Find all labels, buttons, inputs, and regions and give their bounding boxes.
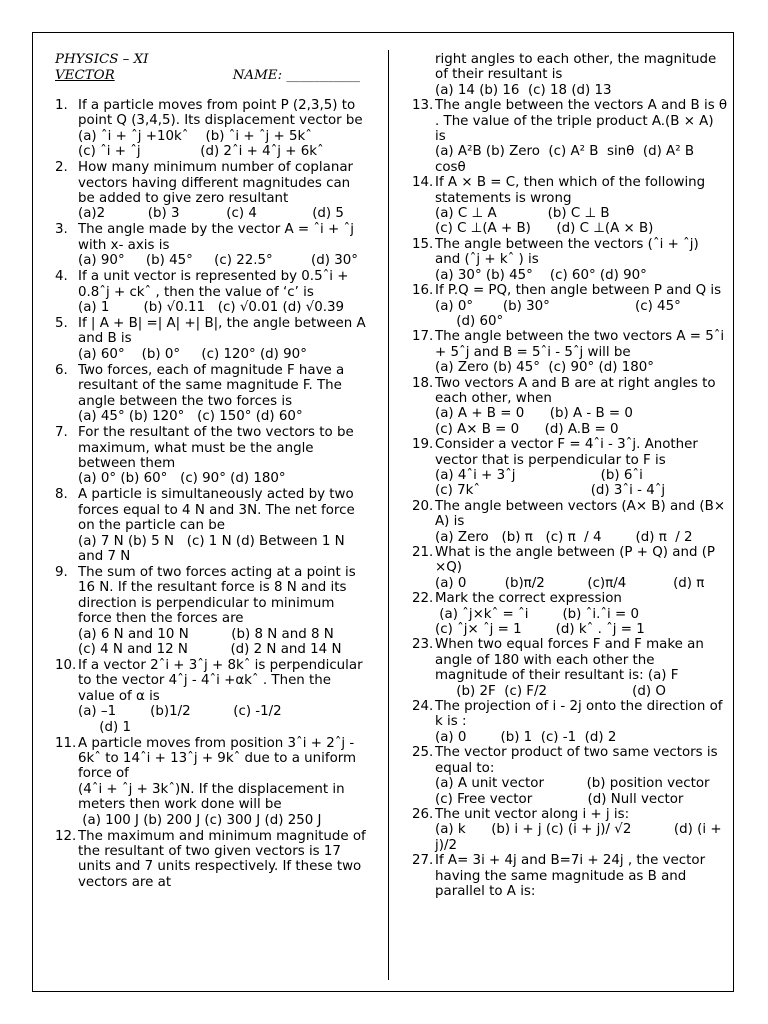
question-number: 1. bbox=[55, 98, 68, 113]
answer-options: (a) 0° (b) 30° (c) 45° bbox=[435, 298, 681, 314]
question-text: If a unit vector is represented by 0.5ˆi + 0.8ˆj + ckˆ , then the value of ‘c’ is bbox=[78, 269, 349, 300]
question-number: 15. bbox=[412, 236, 434, 252]
question-text: Two forces, each of magnitude F have a resultant of the same magnitude F. The angle between the two forces is bbox=[78, 362, 345, 409]
question-text: If a particle moves from point P (2,3,5) to point Q (3,4,5). Its displacement vector be bbox=[78, 98, 363, 129]
question-item bbox=[412, 637, 728, 699]
question-item bbox=[55, 269, 367, 315]
question-text: The angle between the vectors (ˆi + ˆj) and (ˆj + kˆ ) is bbox=[435, 236, 699, 268]
question-text: The projection of i - 2j onto the direction of k is : bbox=[435, 699, 723, 730]
question-text: A particle is simultaneously acted by two forces equal to 4 N and 3N. The net force on the particle can be bbox=[78, 487, 355, 534]
question-item bbox=[412, 376, 728, 438]
question-number: 17. bbox=[412, 329, 434, 345]
question-text: The unit vector along i + j is: bbox=[435, 806, 630, 822]
question-item bbox=[412, 807, 728, 853]
question-list-right bbox=[412, 52, 728, 899]
question-body bbox=[435, 807, 728, 853]
question-body bbox=[435, 98, 728, 175]
question-body bbox=[435, 591, 728, 637]
answer-options: (b) 2F (c) F/2 (d) O bbox=[435, 683, 666, 699]
answer-options: (a) 1 (b) √0.11 (c) √0.01 (d) √0.39 bbox=[78, 300, 345, 316]
question-text: If P.Q = PQ, then angle between P and Q is bbox=[435, 283, 722, 299]
question-body bbox=[435, 175, 728, 237]
question-text: The maximum and minimum magnitude of the resultant of two given vectors is 17 units and 7 units respectively. If these two vectors are at bbox=[78, 828, 366, 890]
question-number: 20. bbox=[412, 498, 434, 514]
question-number: 18. bbox=[412, 375, 434, 391]
answer-options: (c) 7kˆ (d) 3ˆi - 4ˆj bbox=[435, 483, 666, 499]
answer-options: (a) 0° (b) 60° (c) 90° (d) 180° bbox=[78, 471, 286, 487]
question-body bbox=[78, 829, 367, 891]
worksheet-subject: PHYSICS – XI bbox=[55, 52, 149, 67]
question-item bbox=[412, 437, 728, 499]
answer-options: (c) ˆi + ˆj (d) 2ˆi + 4ˆj + 6kˆ bbox=[78, 144, 324, 160]
question-item bbox=[412, 499, 728, 545]
question-item bbox=[55, 736, 367, 828]
question-item bbox=[412, 745, 728, 807]
question-text: The angle between the two vectors A = 5ˆi + 5ˆj and B = 5ˆi - 5ˆj will be bbox=[435, 329, 725, 360]
question-text: If | A + B| =| A| +| B|, the angle between A and B is bbox=[78, 316, 366, 347]
question-body bbox=[435, 637, 728, 699]
question-text: For the resultant of the two vectors to be maximum, what must be the angle between them bbox=[78, 425, 354, 471]
question-text: right angles to each other, the magnitude of their resultant is bbox=[435, 52, 717, 83]
answer-options: (4ˆi + ˆj + 3kˆ)N. If the displacement in meters then work done will be bbox=[78, 781, 349, 813]
question-body bbox=[435, 745, 728, 807]
question-body bbox=[435, 52, 728, 98]
question-body bbox=[78, 363, 367, 425]
question-body bbox=[78, 316, 367, 362]
question-body bbox=[435, 437, 728, 499]
question-text: Mark the correct expression bbox=[435, 591, 622, 607]
question-number: 4. bbox=[55, 269, 68, 285]
question-body bbox=[435, 376, 728, 438]
question-number: 21. bbox=[412, 545, 434, 560]
question-number bbox=[412, 52, 435, 98]
question-item bbox=[412, 98, 728, 175]
question-text: Consider a vector F = 4ˆi - 3ˆj. Another vector that is perpendicular to F is bbox=[435, 437, 698, 468]
answer-options: (a) A²B (b) Zero (c) A² B sinθ (d) A² B cosθ bbox=[435, 144, 699, 175]
question-item bbox=[55, 222, 367, 268]
question-body bbox=[78, 269, 367, 315]
question-item bbox=[55, 160, 367, 222]
question-item bbox=[55, 565, 367, 657]
question-text: If A= 3i + 4j and B=7i + 24j , the vector having the same magnitude as B and parallel to A is: bbox=[435, 853, 706, 899]
question-text: If a vector 2ˆi + 3ˆj + 8kˆ is perpendicular to the vector 4ˆj - 4ˆi +αkˆ . Then the value of α is bbox=[78, 657, 363, 704]
question-number: 6. bbox=[55, 362, 68, 378]
question-number: 12. bbox=[55, 828, 77, 844]
question-item bbox=[55, 425, 367, 487]
question-number: 22. bbox=[412, 591, 434, 607]
answer-options: (c) A× B = 0 (d) A.B = 0 bbox=[435, 421, 619, 437]
question-number: 25. bbox=[412, 745, 434, 761]
answer-options: (a) 100 J (b) 200 J (c) 300 J (d) 250 J bbox=[78, 812, 322, 828]
answer-options: (a) 30° (b) 45° (c) 60° (d) 90° bbox=[435, 267, 647, 283]
answer-options: (a) 60° (b) 0° (c) 120° (d) 90° bbox=[78, 346, 307, 362]
answer-options: (a) C ⊥ A (b) C ⊥ B bbox=[435, 206, 610, 222]
question-body bbox=[78, 487, 367, 564]
question-text: When two equal forces F and F make an angle of 180 with each other the magnitude of their resultant is: (a) F bbox=[435, 637, 704, 684]
question-body bbox=[435, 699, 728, 745]
question-number: 8. bbox=[55, 487, 68, 503]
answer-options: (a) 14 (b) 16 (c) 18 (d) 13 bbox=[435, 82, 612, 98]
question-body bbox=[435, 283, 728, 329]
question-number: 11. bbox=[55, 735, 77, 751]
question-number: 23. bbox=[412, 637, 434, 653]
answer-options: (c) ˆj× ˆj = 1 (d) kˆ . ˆj = 1 bbox=[435, 622, 645, 638]
question-item bbox=[412, 699, 728, 745]
name-field-label: NAME: ___________ bbox=[232, 68, 360, 83]
answer-options: (a) 0 (b)π/2 (c)π/4 (d) π bbox=[435, 575, 705, 591]
question-item bbox=[55, 363, 367, 425]
answer-options: (d) 1 bbox=[78, 719, 132, 735]
answer-options: (c) 4 N and 12 N (d) 2 N and 14 N bbox=[78, 641, 342, 657]
answer-options: (a) 4ˆi + 3ˆj (b) 6ˆi bbox=[435, 467, 643, 483]
question-number: 13. bbox=[412, 98, 434, 114]
question-body bbox=[435, 545, 728, 591]
question-body bbox=[78, 98, 367, 160]
question-number: 14. bbox=[412, 175, 434, 191]
question-text: If A × B = C, then which of the following statements is wrong bbox=[435, 175, 706, 206]
question-item bbox=[412, 545, 728, 591]
question-number: 26. bbox=[412, 806, 434, 822]
question-text: The angle between the vectors A and B is θ . The value of the triple product A.(B × A) is bbox=[435, 98, 728, 145]
answer-options: (d) 60° bbox=[435, 313, 504, 329]
question-item bbox=[55, 829, 367, 891]
answer-options: (a) A unit vector (b) position vector bbox=[435, 776, 710, 792]
question-item bbox=[412, 853, 728, 899]
question-number: 9. bbox=[55, 564, 68, 580]
answer-options: (a) ˆj×kˆ = ˆi (b) ˆi.ˆi = 0 bbox=[435, 606, 640, 622]
answer-options: (a)2 (b) 3 (c) 4 (d) 5 bbox=[78, 206, 344, 222]
question-item bbox=[412, 591, 728, 637]
question-number: 3. bbox=[55, 222, 68, 238]
question-body bbox=[435, 329, 728, 375]
question-item bbox=[412, 283, 728, 329]
question-number: 19. bbox=[412, 437, 434, 453]
answer-options: (a) 7 N (b) 5 N (c) 1 N (d) Between 1 N and 7 N bbox=[78, 533, 349, 564]
worksheet-topic: VECTOR bbox=[55, 68, 115, 83]
question-item bbox=[412, 52, 728, 98]
question-body bbox=[78, 736, 367, 828]
right-column bbox=[412, 52, 728, 899]
question-number: 5. bbox=[55, 316, 68, 332]
question-item bbox=[55, 98, 367, 160]
question-number: 2. bbox=[55, 160, 68, 176]
question-number: 10. bbox=[55, 657, 77, 673]
question-text: What is the angle between (P + Q) and (P ×Q) bbox=[435, 545, 715, 576]
question-number: 7. bbox=[55, 425, 68, 441]
column-divider bbox=[388, 50, 389, 980]
answer-options: (a) 90° (b) 45° (c) 22.5° (d) 30° bbox=[78, 253, 358, 269]
header-gap bbox=[55, 84, 367, 98]
left-column bbox=[55, 52, 367, 891]
question-body bbox=[435, 853, 728, 899]
answer-options: (a) A + B = 0 (b) A - B = 0 bbox=[435, 406, 633, 422]
answer-options: (a) 0 (b) 1 (c) -1 (d) 2 bbox=[435, 729, 617, 745]
answer-options: (a) ˆi + ˆj +10kˆ (b) ˆi + ˆj + 5kˆ bbox=[78, 128, 312, 144]
question-body bbox=[435, 499, 728, 545]
question-text: The angle between vectors (A× B) and (B× A) is bbox=[435, 498, 726, 530]
question-text: The vector product of two same vectors is equal to: bbox=[435, 745, 718, 776]
question-number: 24. bbox=[412, 699, 434, 715]
question-text: A particle moves from position 3ˆi + 2ˆj - 6kˆ to 14ˆi + 13ˆj + 9kˆ due to a uniform force of bbox=[78, 735, 357, 782]
question-number: 16. bbox=[412, 283, 434, 299]
answer-options: (a) k (b) i + j (c) (i + j)/ √2 (d) (i + j)/2 bbox=[435, 822, 726, 853]
question-item bbox=[412, 237, 728, 283]
answer-options: (c) Free vector (d) Null vector bbox=[435, 791, 684, 807]
question-body bbox=[78, 565, 367, 657]
answer-options: (a) Zero (b) π (c) π / 4 (d) π / 2 bbox=[435, 529, 693, 545]
answer-options: (a) Zero (b) 45° (c) 90° (d) 180° bbox=[435, 360, 654, 376]
answer-options: (a) 6 N and 10 N (b) 8 N and 8 N bbox=[78, 626, 334, 642]
question-text: Two vectors A and B are at right angles to each other, when bbox=[435, 375, 716, 406]
header-row bbox=[55, 68, 360, 84]
question-list-left bbox=[55, 98, 367, 890]
question-text: How many minimum number of coplanar vectors having different magnitudes can be added to give zero resultant bbox=[78, 160, 354, 207]
answer-options: (a) –1 (b)1/2 (c) -1/2 bbox=[78, 704, 282, 720]
question-body bbox=[78, 425, 367, 487]
question-body bbox=[78, 222, 367, 268]
question-item bbox=[412, 329, 728, 375]
answer-options: (c) C ⊥(A + B) (d) C ⊥(A × B) bbox=[435, 221, 654, 237]
question-body bbox=[435, 237, 728, 283]
question-text: The angle made by the vector A = ˆi + ˆj with x- axis is bbox=[78, 222, 354, 253]
question-item bbox=[412, 175, 728, 237]
question-item bbox=[55, 316, 367, 362]
question-number: 27. bbox=[412, 853, 434, 869]
answer-options: (a) 45° (b) 120° (c) 150° (d) 60° bbox=[78, 409, 303, 425]
question-item bbox=[55, 487, 367, 564]
question-body bbox=[78, 658, 367, 735]
question-body bbox=[78, 160, 367, 222]
question-text: The sum of two forces acting at a point is 16 N. If the resultant force is 8 N and its direction is perpendicular to minimum force then the forces are bbox=[78, 564, 356, 627]
question-item bbox=[55, 658, 367, 735]
